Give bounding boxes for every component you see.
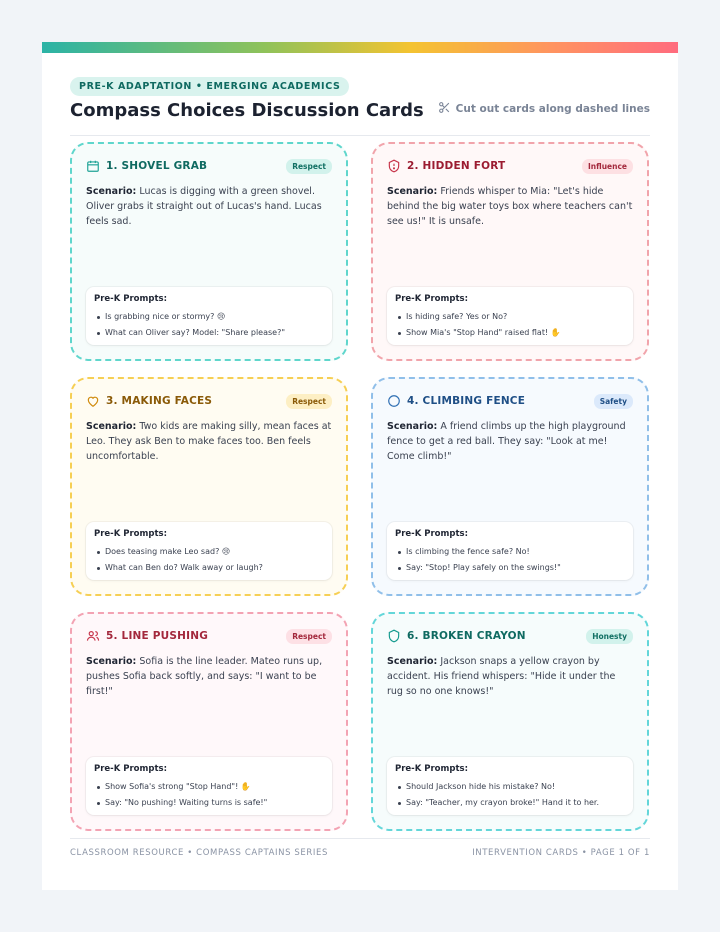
prompt-item: Say: "Stop! Play safely on the swings!"	[406, 560, 625, 576]
prompts-title: Pre-K Prompts:	[395, 529, 468, 539]
value-badge: Honesty	[586, 629, 633, 644]
card-title: 4. CLIMBING FENCE	[407, 395, 526, 407]
scenario-text: Scenario: Friends whisper to Mia: "Let's hide behind the big water toys box where teachers can't see us!" It is unsafe.	[387, 186, 633, 227]
prompt-item: What can Ben do? Walk away or laugh?	[105, 560, 324, 576]
scenario-text: Scenario: Sofia is the line leader. Mateo runs up, pushes Sofia back softly, and says: "I want to be first!"	[86, 656, 323, 697]
card-title: 5. LINE PUSHING	[106, 630, 209, 642]
gradient-bar	[42, 42, 678, 53]
prompt-item: Does teasing make Leo sad? 😢	[105, 544, 324, 560]
prompts-box	[86, 757, 332, 815]
prompts-box	[387, 522, 633, 580]
prompt-item: Should Jackson hide his mistake? No!	[406, 779, 625, 795]
prompt-item: Say: "Teacher, my crayon broke!" Hand it to her.	[406, 795, 625, 811]
value-badge: Respect	[286, 159, 332, 174]
circle-icon	[387, 394, 401, 408]
shield-icon	[387, 629, 401, 643]
prompts-title: Pre-K Prompts:	[395, 294, 468, 304]
users-icon	[86, 629, 100, 643]
prompt-item: Say: "No pushing! Waiting turns is safe!"	[105, 795, 324, 811]
shield-alert-icon	[387, 159, 401, 173]
prompt-item: Show Mia's "Stop Hand" raised flat! ✋	[406, 325, 625, 341]
card-title: 3. MAKING FACES	[106, 395, 213, 407]
prompts-title: Pre-K Prompts:	[94, 764, 167, 774]
value-badge: Influence	[582, 159, 633, 174]
scissors-icon	[438, 101, 451, 117]
heart-icon	[86, 394, 100, 408]
prompts-title: Pre-K Prompts:	[395, 764, 468, 774]
prompts-box	[86, 522, 332, 580]
discussion-card-3	[70, 377, 348, 596]
page-title: Compass Choices Discussion Cards	[70, 100, 424, 121]
worksheet-page	[42, 42, 678, 890]
discussion-card-6	[371, 612, 649, 831]
prompt-item: Is grabbing nice or stormy? 😢	[105, 309, 324, 325]
prompts-box	[387, 757, 633, 815]
program-tag: PRE-K ADAPTATION • EMERGING ACADEMICS	[70, 77, 349, 96]
scenario-text: Scenario: Jackson snaps a yellow crayon by accident. His friend whispers: "Hide it under the rug so no one knows!"	[387, 656, 616, 697]
prompt-item: Show Sofia's strong "Stop Hand"! ✋	[105, 779, 324, 795]
card-title: 6. BROKEN CRAYON	[407, 630, 526, 642]
scenario-text: Scenario: Lucas is digging with a green shovel. Oliver grabs it straight out of Lucas's hand. Lucas feels sad.	[86, 186, 322, 227]
scenario-text: Scenario: A friend climbs up the high playground fence to get a red ball. They say: "Look at me! Come climb!"	[387, 421, 626, 462]
prompt-item: Is hiding safe? Yes or No?	[406, 309, 625, 325]
value-badge: Respect	[286, 629, 332, 644]
footer-right: INTERVENTION CARDS • PAGE 1 OF 1	[472, 848, 650, 858]
discussion-card-2	[371, 142, 649, 361]
card-title: 1. SHOVEL GRAB	[106, 160, 208, 172]
cut-instruction	[438, 101, 650, 117]
value-badge: Respect	[286, 394, 332, 409]
discussion-card-1	[70, 142, 348, 361]
prompts-box	[86, 287, 332, 345]
card-title: 2. HIDDEN FORT	[407, 160, 506, 172]
value-badge: Safety	[594, 394, 633, 409]
prompts-box	[387, 287, 633, 345]
footer-left: CLASSROOM RESOURCE • COMPASS CAPTAINS SERIES	[70, 848, 328, 858]
page-header	[70, 53, 650, 136]
prompt-item: Is climbing the fence safe? No!	[406, 544, 625, 560]
discussion-card-4	[371, 377, 649, 596]
calendar-icon	[86, 159, 100, 173]
footer-divider	[70, 838, 650, 839]
prompts-title: Pre-K Prompts:	[94, 294, 167, 304]
discussion-card-5	[70, 612, 348, 831]
prompts-title: Pre-K Prompts:	[94, 529, 167, 539]
scenario-text: Scenario: Two kids are making silly, mean faces at Leo. They ask Ben to make faces too. Ben feels uncomfortable.	[86, 421, 332, 462]
prompt-item: What can Oliver say? Model: "Share please?"	[105, 325, 324, 341]
cut-instruction-text: Cut out cards along dashed lines	[455, 103, 650, 115]
